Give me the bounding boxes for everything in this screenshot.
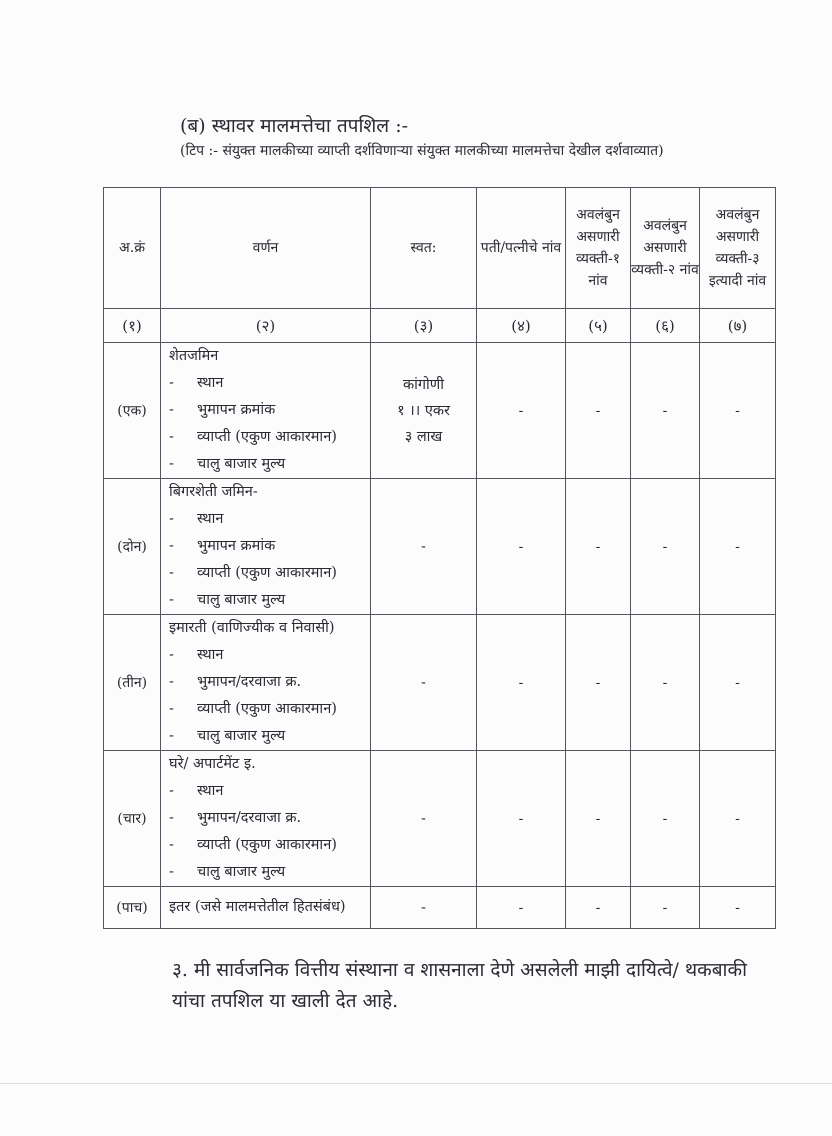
self-value: -	[421, 538, 426, 555]
description-item	[169, 587, 370, 614]
description-heading: शेतजमिन	[169, 348, 219, 364]
description-item-label: चालु बाजार मुल्य	[197, 864, 286, 880]
self-value: कांगोणी	[402, 376, 445, 393]
value-cell-c7: -	[700, 887, 776, 929]
description-item	[169, 832, 370, 859]
bullet-dash: -	[169, 402, 174, 418]
description-item	[169, 451, 370, 478]
bullet-dash: -	[169, 375, 174, 391]
table-row	[104, 343, 776, 479]
description-item	[169, 642, 370, 669]
bullet-dash: -	[169, 592, 174, 608]
value-cell-c5: -	[566, 479, 631, 615]
self-value: ३ लाख	[404, 428, 443, 445]
description-item-label: चालु बाजार मुल्य	[197, 456, 286, 472]
column-header: अवलंबुन असणारी व्यक्ती-१ नांव	[566, 188, 631, 309]
column-header: पती/पत्नीचे नांव	[477, 188, 566, 309]
value-cell-c4: -	[477, 615, 566, 751]
immovable-property-table	[103, 187, 776, 929]
bullet-dash: -	[169, 674, 174, 690]
self-value: -	[421, 810, 426, 827]
column-header: स्वत:	[371, 188, 477, 309]
self-cell	[371, 479, 477, 615]
self-value: १ ।। एकर	[397, 402, 450, 419]
self-value: -	[421, 899, 426, 916]
column-header: अवलंबुन असणारी व्यक्ती-३ इत्यादी नांव	[700, 188, 776, 309]
description-cell	[161, 615, 371, 751]
description-item	[169, 533, 370, 560]
value-cell-c7: -	[700, 343, 776, 479]
liabilities-statement: ३. मी सार्वजनिक वित्तीय संस्थाना व शासनाला देणे असलेली माझी दायित्वे/ थकबाकी यांचा तपशिल या खाली देत आहे.	[172, 959, 747, 1012]
value-cell-c4: -	[477, 479, 566, 615]
section-note: (टिप :- संयुक्त मालकीच्या व्याप्ती दर्शविणाऱ्या संयुक्त मालकीच्या मालमत्तेचा देखील दर्शवाव्यात)	[180, 143, 664, 159]
description-item	[169, 370, 370, 397]
description-item	[169, 723, 370, 750]
description-item-label: व्याप्ती (एकुण आकारमान)	[197, 837, 337, 853]
bullet-dash: -	[169, 837, 174, 853]
bullet-dash: -	[169, 701, 174, 717]
bullet-dash: -	[169, 864, 174, 880]
value-cell-c4: -	[477, 751, 566, 887]
description-heading: बिगरशेती जमिन-	[169, 484, 258, 500]
description-item-label: भुमापन/दरवाजा क्र.	[197, 810, 302, 826]
column-number: (२)	[161, 309, 371, 343]
description-item-label: भुमापन क्रमांक	[197, 402, 276, 418]
description-item	[169, 805, 370, 832]
bullet-dash: -	[169, 728, 174, 744]
self-cell	[371, 343, 477, 479]
description-item-label: भुमापन क्रमांक	[197, 538, 276, 554]
self-value: -	[421, 674, 426, 691]
description-heading: घरे/ अपार्टमेंट इ.	[169, 756, 256, 772]
description-item-label: स्थान	[197, 511, 224, 527]
section-title: (ब) स्थावर मालमत्तेचा तपशिल :-	[180, 115, 409, 137]
serial-cell: (तीन)	[104, 615, 161, 751]
bullet-dash: -	[169, 456, 174, 472]
description-item	[169, 397, 370, 424]
value-cell-c5: -	[566, 615, 631, 751]
column-number: (४)	[477, 309, 566, 343]
description-item	[169, 424, 370, 451]
description-cell	[161, 343, 371, 479]
table-row	[104, 887, 776, 929]
description-item-label: स्थान	[197, 647, 224, 663]
value-cell-c6: -	[631, 887, 700, 929]
serial-cell: (चार)	[104, 751, 161, 887]
description-item-label: स्थान	[197, 783, 224, 799]
table-row	[104, 479, 776, 615]
value-cell-c7: -	[700, 615, 776, 751]
description-item	[169, 696, 370, 723]
value-cell-c6: -	[631, 479, 700, 615]
description-item-label: व्याप्ती (एकुण आकारमान)	[197, 565, 337, 581]
bullet-dash: -	[169, 783, 174, 799]
bullet-dash: -	[169, 511, 174, 527]
column-number: (७)	[700, 309, 776, 343]
description-heading: इमारती (वाणिज्यीक व निवासी)	[169, 620, 335, 636]
description-item	[169, 560, 370, 587]
serial-cell: (दोन)	[104, 479, 161, 615]
value-cell-c6: -	[631, 751, 700, 887]
description-item-label: स्थान	[197, 375, 224, 391]
value-cell-c5: -	[566, 751, 631, 887]
value-cell-c5: -	[566, 887, 631, 929]
column-number: (५)	[566, 309, 631, 343]
column-header: अवलंबुन असणारी व्यक्ती-२ नांव	[631, 188, 700, 309]
description-cell	[161, 751, 371, 887]
column-number: (६)	[631, 309, 700, 343]
table-header-row	[104, 188, 776, 309]
description-item-label: व्याप्ती (एकुण आकारमान)	[197, 429, 337, 445]
column-number-row	[104, 309, 776, 343]
self-cell	[371, 887, 477, 929]
column-header: अ.क्रं	[104, 188, 161, 309]
value-cell-c4: -	[477, 887, 566, 929]
bullet-dash: -	[169, 565, 174, 581]
bullet-dash: -	[169, 647, 174, 663]
description-item-label: व्याप्ती (एकुण आकारमान)	[197, 701, 337, 717]
description-item	[169, 506, 370, 533]
table-row	[104, 615, 776, 751]
description-item	[169, 669, 370, 696]
description-item-label: भुमापन/दरवाजा क्र.	[197, 674, 302, 690]
bullet-dash: -	[169, 429, 174, 445]
value-cell-c7: -	[700, 479, 776, 615]
self-cell	[371, 751, 477, 887]
table-row	[104, 751, 776, 887]
description-cell	[161, 887, 371, 929]
value-cell-c6: -	[631, 343, 700, 479]
serial-cell: (पाच)	[104, 887, 161, 929]
value-cell-c6: -	[631, 615, 700, 751]
column-header: वर्णन	[161, 188, 371, 309]
description-item	[169, 859, 370, 886]
column-number: (१)	[104, 309, 161, 343]
description-heading: इतर (जसे मालमत्तेतील हितसंबंध)	[169, 899, 346, 915]
column-number: (३)	[371, 309, 477, 343]
value-cell-c7: -	[700, 751, 776, 887]
description-cell	[161, 479, 371, 615]
value-cell-c4: -	[477, 343, 566, 479]
description-item-label: चालु बाजार मुल्य	[197, 592, 286, 608]
self-cell	[371, 615, 477, 751]
serial-cell: (एक)	[104, 343, 161, 479]
description-item	[169, 778, 370, 805]
value-cell-c5: -	[566, 343, 631, 479]
page-edge-line	[0, 1083, 832, 1084]
bullet-dash: -	[169, 810, 174, 826]
bullet-dash: -	[169, 538, 174, 554]
description-item-label: चालु बाजार मुल्य	[197, 728, 286, 744]
